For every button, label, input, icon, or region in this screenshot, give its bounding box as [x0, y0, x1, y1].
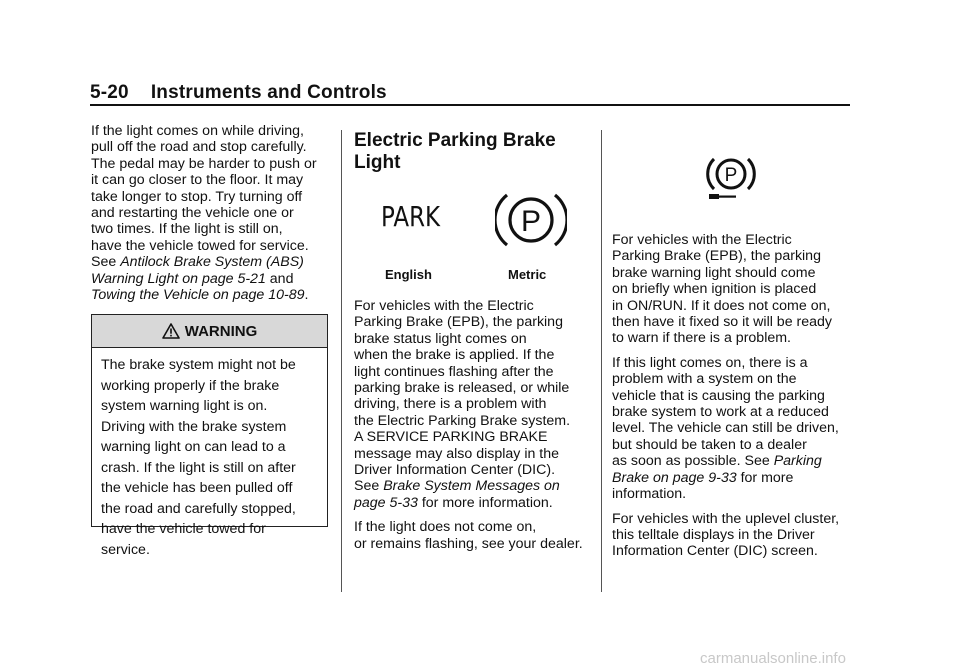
- col3-line: Information Center (DIC) screen.: [612, 543, 818, 560]
- col3-line: brake system to work at a reduced: [612, 404, 829, 421]
- col3-line: brake warning light should come: [612, 264, 816, 281]
- col1-line: it can go closer to the floor. It may: [91, 172, 304, 189]
- col2-line: brake status light comes on: [354, 330, 527, 347]
- col2-line: Driver Information Center (DIC).: [354, 462, 556, 479]
- see-text: See: [354, 478, 384, 495]
- section-title: Instruments and Controls: [150, 82, 387, 103]
- col3-ref-line: [612, 470, 857, 486]
- col3-line: level. The vehicle can still be driven,: [612, 420, 839, 437]
- caption-metric: Metric: [508, 267, 547, 282]
- section-heading: [354, 130, 556, 174]
- col3-line: to warn if there is a problem.: [612, 330, 791, 347]
- col1-ref2-line: [91, 287, 331, 303]
- col1-line: pull off the road and stop carefully.: [91, 139, 307, 156]
- col2-line: For vehicles with the Electric: [354, 298, 534, 314]
- more-text: for more: [736, 469, 794, 486]
- parking-brake-link[interactable]: Parking: [773, 453, 822, 470]
- column-1: [91, 123, 331, 311]
- col2-line: driving, there is a problem with: [354, 396, 547, 413]
- col3-line: For vehicles with the Electric: [612, 232, 792, 248]
- warning-title: WARNING: [184, 322, 258, 340]
- col3-line: this telltale displays in the Driver: [612, 526, 815, 543]
- column-2-text: [354, 298, 594, 560]
- epb-letter: P: [724, 165, 738, 186]
- col1-line: take longer to stop. Try turning off: [91, 188, 303, 205]
- warning-line: system warning light is on.: [101, 398, 268, 414]
- warning-box: [91, 314, 328, 558]
- col2-see-line: [354, 478, 594, 494]
- page-number: 5-20: [90, 82, 129, 103]
- warning-line: have the vehicle towed for: [101, 521, 266, 537]
- col3-line: on briefly when ignition is placed: [612, 281, 817, 298]
- warning-line: service.: [101, 541, 150, 558]
- brake-messages-link[interactable]: Brake System Messages on: [383, 478, 560, 495]
- warning-line: working properly if the brake: [101, 377, 280, 394]
- column-divider: [341, 130, 342, 592]
- col1-line: have the vehicle towed for service.: [91, 237, 309, 254]
- warning-triangle-icon: [162, 323, 180, 339]
- see-text: as soon as possible. See: [612, 453, 774, 470]
- col2-line: If the light does not come on,: [354, 519, 537, 536]
- col3-line: but should be taken to a dealer: [612, 436, 807, 453]
- warning-body: [92, 348, 327, 560]
- see-text: See: [91, 254, 121, 271]
- col1-see-line: [91, 254, 331, 270]
- warning-line: the vehicle has been pulled off: [101, 480, 293, 496]
- parking-brake-link-cont[interactable]: Brake on page 9-33: [612, 469, 737, 486]
- col2-line: or remains flashing, see your dealer.: [354, 535, 583, 552]
- col2-ref-line: [354, 495, 594, 511]
- col2-line: message may also display in the: [354, 445, 560, 462]
- col3-line: in ON/RUN. If it does not come on,: [612, 297, 831, 314]
- abs-reference-link-cont[interactable]: Warning Light on page 5-21: [91, 270, 266, 287]
- watermark: carmanualsonline.info: [700, 650, 846, 667]
- towing-reference-link[interactable]: Towing the Vehicle on page 10-89: [91, 287, 305, 304]
- col3-see-line: [612, 453, 857, 469]
- park-english-icon: PARK: [381, 200, 441, 233]
- section-heading-line: Light: [354, 152, 401, 173]
- abs-reference-link[interactable]: Antilock Brake System (ABS): [120, 254, 304, 271]
- col3-line: information.: [612, 486, 687, 503]
- col3-line: vehicle that is causing the parking: [612, 387, 825, 404]
- warning-line: The brake system might not be: [101, 357, 296, 373]
- col2-line: the Electric Parking Brake system.: [354, 412, 571, 429]
- warning-line: Driving with the brake system: [101, 418, 287, 435]
- warning-line: warning light on can lead to a: [101, 439, 286, 455]
- col3-line: Parking Brake (EPB), the parking: [612, 248, 821, 265]
- parking-brake-metric-icon: [495, 189, 567, 251]
- col2-line: when the brake is applied. If the: [354, 347, 555, 364]
- col1-line: and restarting the vehicle one or: [91, 205, 294, 222]
- col3-line: For vehicles with the uplevel cluster,: [612, 510, 840, 527]
- col3-line: If this light comes on, there is a: [612, 354, 808, 371]
- column-3-text: [612, 232, 857, 568]
- period: .: [304, 287, 309, 304]
- col3-line: problem with a system on the: [612, 371, 797, 388]
- and-text: and: [265, 270, 294, 287]
- col2-line: light continues flashing after the: [354, 363, 554, 380]
- caption-english: English: [385, 267, 432, 282]
- brake-messages-link-cont[interactable]: page 5-33: [354, 494, 418, 511]
- col2-line: A SERVICE PARKING BRAKE: [354, 429, 548, 446]
- col1-line: If the light comes on while driving,: [91, 123, 304, 139]
- warning-line: crash. If the light is still on after: [101, 459, 296, 476]
- more-info-text: for more information.: [417, 494, 553, 511]
- col3-line: then have it fixed so it will be ready: [612, 314, 833, 331]
- epb-warning-icon: [705, 150, 757, 202]
- col1-ref-line: [91, 271, 331, 287]
- metric-letter: P: [520, 205, 542, 238]
- col2-line: parking brake is released, or while: [354, 380, 570, 397]
- header-rule: [90, 104, 850, 106]
- section-heading-line: Electric Parking Brake: [354, 130, 556, 151]
- col1-line: The pedal may be harder to push or: [91, 155, 317, 172]
- col2-line: Parking Brake (EPB), the parking: [354, 314, 563, 331]
- warning-line: the road and carefully stopped,: [101, 500, 296, 517]
- warning-header: [92, 315, 327, 348]
- col1-line: two times. If the light is still on,: [91, 221, 283, 238]
- page-header: [90, 82, 387, 104]
- column-divider: [601, 130, 602, 592]
